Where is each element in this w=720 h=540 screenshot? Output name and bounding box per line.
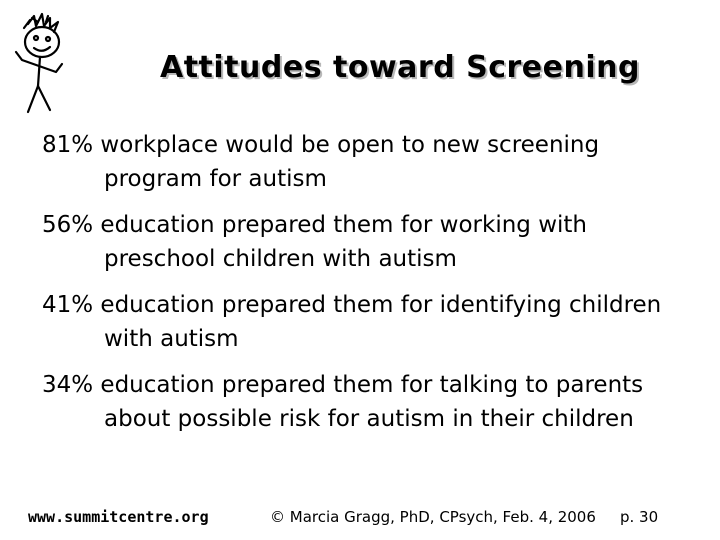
slide-title: Attitudes toward Screening — [160, 50, 640, 85]
bullet-item-41: 41% education prepared them for identifying children with autism — [42, 292, 662, 352]
bullet-item-81: 81% workplace would be open to new screening program for autism — [42, 132, 600, 192]
footer-website: www.summitcentre.org — [28, 508, 209, 526]
stick-figure-logo-icon — [8, 12, 68, 116]
bullet-item-56: 56% education prepared them for working with preschool children with autism — [42, 212, 588, 272]
footer-copyright: © Marcia Gragg, PhD, CPsych, Feb. 4, 2006 — [270, 508, 596, 526]
bullet-item-34: 34% education prepared them for talking to parents about possible risk for autism in their children — [42, 372, 644, 432]
slide-footer — [0, 505, 720, 533]
bullet-list — [42, 128, 702, 448]
footer-page-number: p. 30 — [620, 508, 659, 526]
